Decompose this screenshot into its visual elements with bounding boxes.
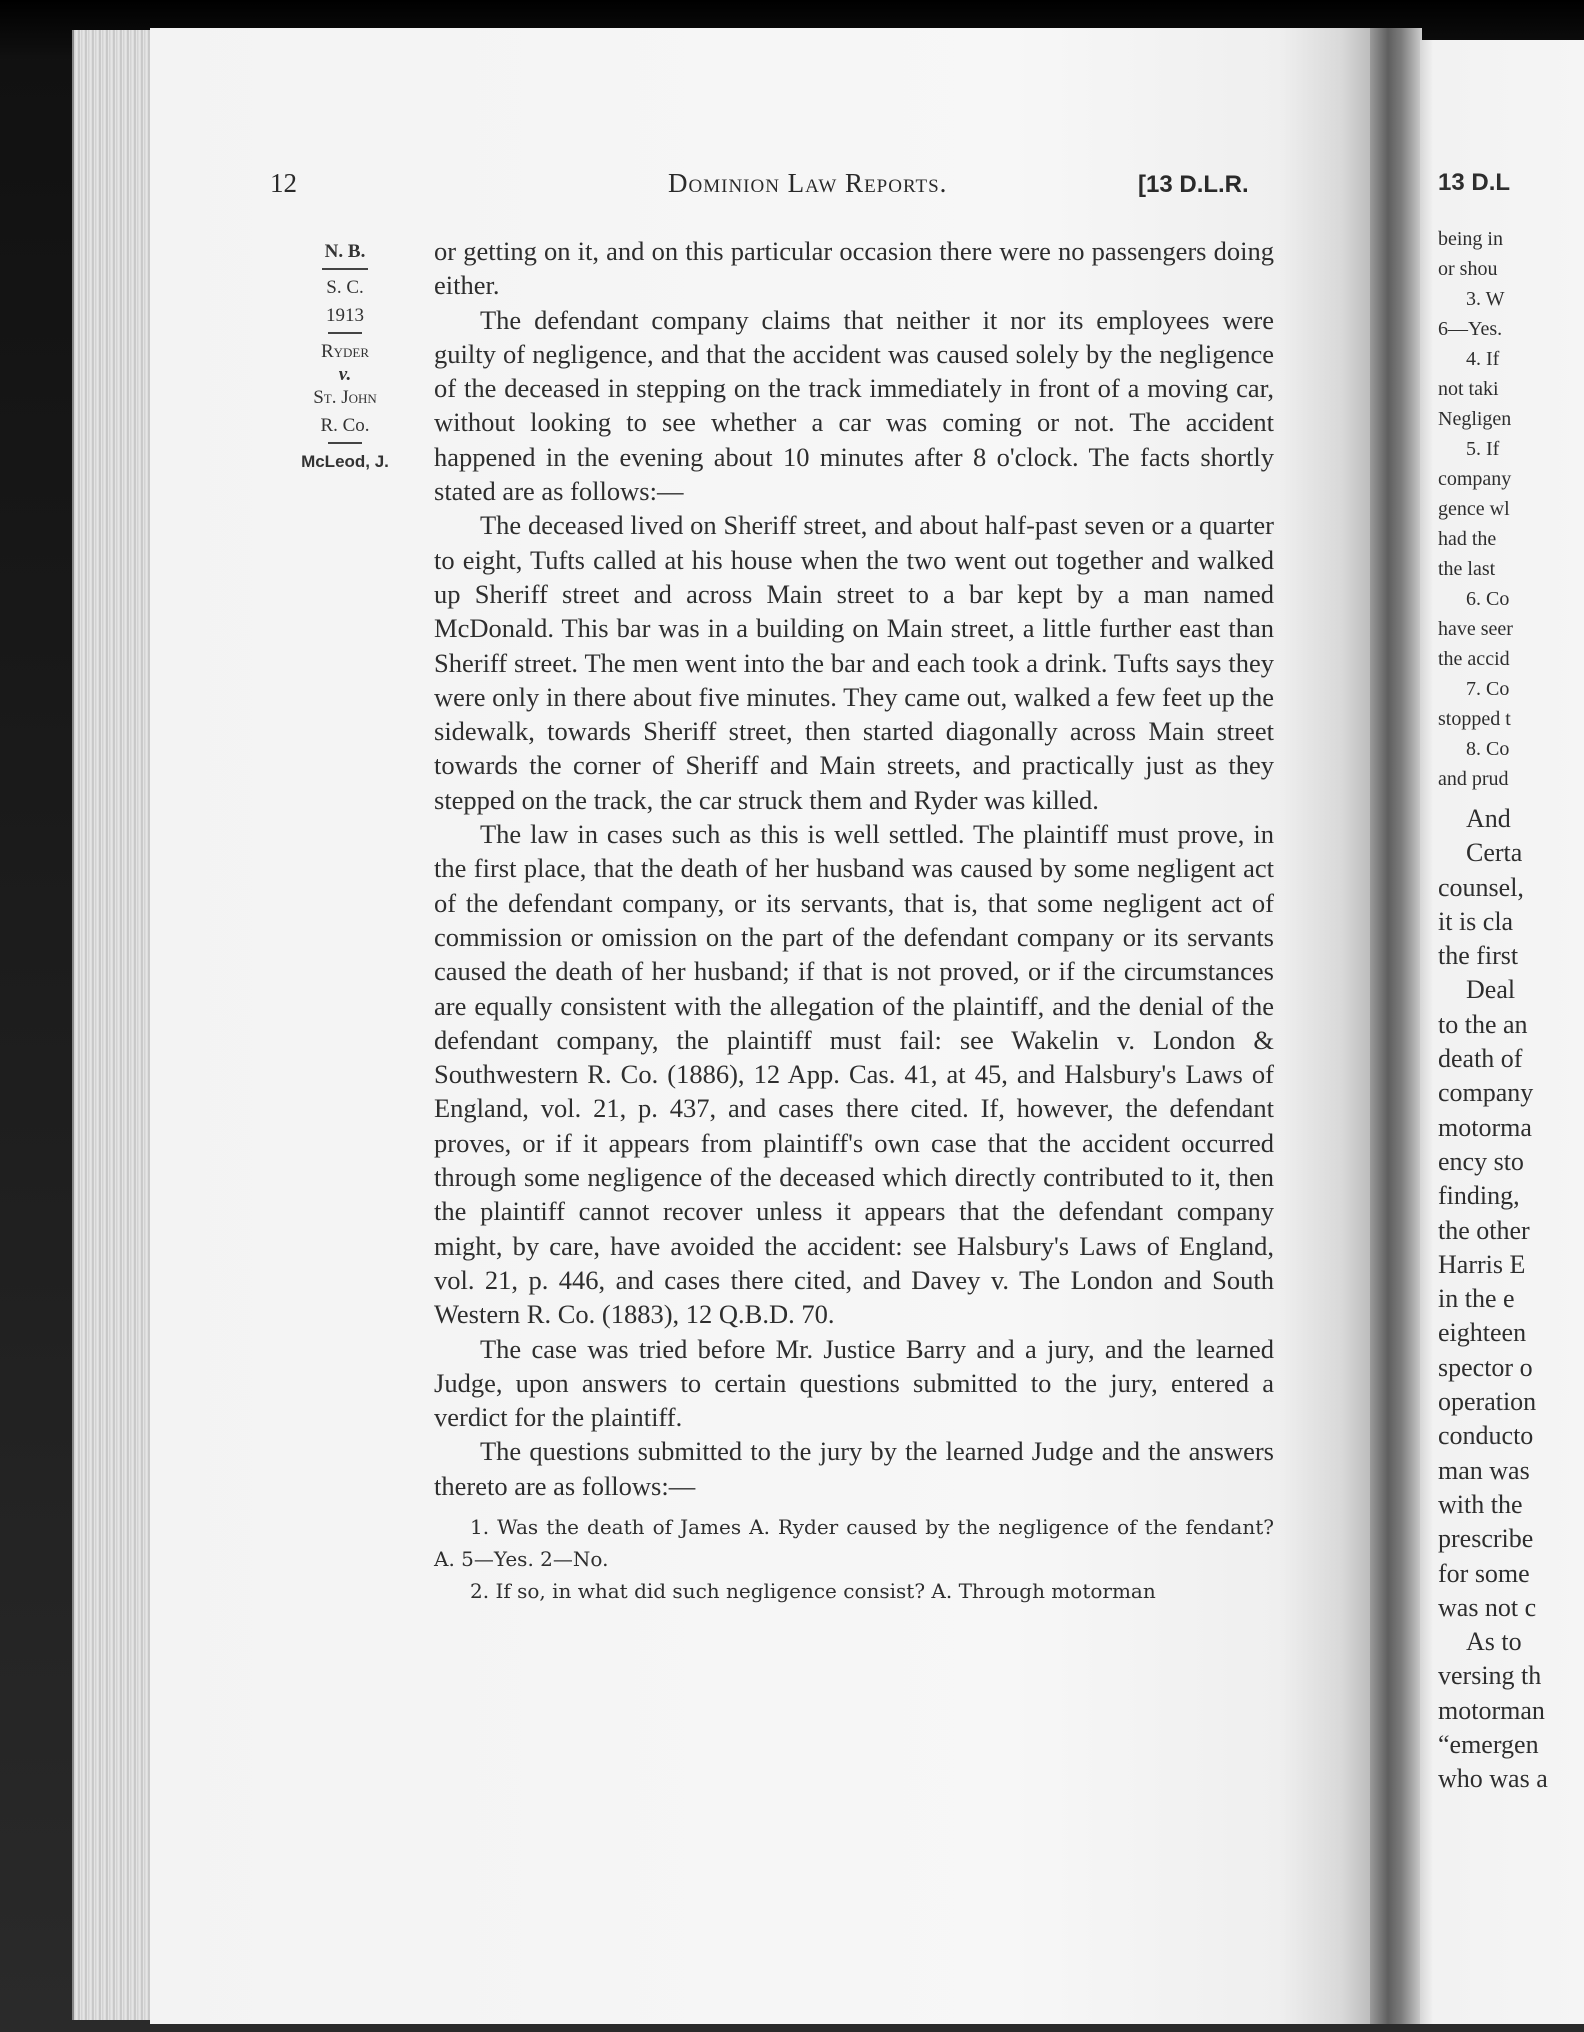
facing-line: Deal — [1466, 975, 1516, 1005]
facing-line: counsel, — [1438, 872, 1524, 902]
facing-line: ency sto — [1438, 1146, 1524, 1176]
margin-judge: McLeod, J. — [301, 452, 389, 471]
paragraph: The deceased lived on Sheriff street, and about half-past seven or a quarter to eight, Tufts called at his house when the two went out together and walked up Sheriff street and across Main street to a bar kept by a man named McDonald. This bar was in a building on Main street, a little further east than Sheriff street. The men went into the bar and each took a drink. Tufts says they were only in there about five minutes. They came out, walked a few feet up the sidewalk, towards Sheriff street, then started diagonally across Main street towards the corner of Sheriff and Main streets, and practically just as they stepped on the track, the car struck them and Ryder was killed. — [434, 510, 1274, 815]
running-title: Dominion Law Reports. — [668, 168, 948, 198]
facing-line: gence wl — [1438, 498, 1510, 520]
facing-line: who was a — [1438, 1764, 1548, 1794]
facing-line: man was — [1438, 1455, 1530, 1485]
margin-case-versus: v. — [338, 364, 352, 385]
facing-line: Harris E — [1438, 1249, 1526, 1279]
facing-line: not taki — [1438, 378, 1499, 400]
facing-line: it is cla — [1438, 906, 1514, 936]
paragraph: or getting on it, and on this particular occasion there were no passengers doing either. — [434, 236, 1274, 301]
facing-line: the accid — [1438, 648, 1510, 670]
facing-line: prescribe — [1438, 1524, 1534, 1554]
facing-page — [1420, 40, 1584, 2024]
facing-line: As to — [1466, 1627, 1522, 1657]
margin-divider — [328, 332, 362, 334]
margin-divider — [322, 268, 368, 270]
facing-line: conducto — [1438, 1421, 1534, 1451]
facing-line: or shou — [1438, 258, 1498, 280]
facing-line: motorman — [1438, 1695, 1545, 1725]
facing-line: for some — [1438, 1558, 1530, 1588]
page-number: 12 — [270, 168, 297, 198]
margin-court: S. C. — [326, 277, 364, 298]
margin-province: N. B. — [324, 241, 366, 262]
facing-line: Negligen — [1438, 408, 1512, 430]
facing-line: 3. W — [1466, 288, 1505, 310]
facing-line: “emergen — [1438, 1730, 1539, 1760]
facing-line: operation — [1438, 1387, 1537, 1417]
margin-notes — [285, 238, 405, 476]
facing-line: stopped t — [1438, 708, 1511, 730]
facing-line: eighteen — [1438, 1318, 1527, 1348]
facing-line: company — [1438, 1078, 1534, 1108]
facing-line: And — [1466, 804, 1511, 833]
facing-line: was not c — [1438, 1592, 1537, 1622]
facing-line: 5. If — [1466, 438, 1500, 460]
facing-line: the first — [1438, 941, 1519, 971]
margin-year: 1913 — [326, 305, 364, 326]
paragraph: The defendant company claims that neither it nor its employees were guilty of negligence, and that the accident was caused solely by the negligence of the deceased in stepping on the track immediately in front of a moving car, without looking to see whether a car was coming or not. The accident happened in the evening about 10 minutes after 8 o'clock. The facts shortly stated are as follows:— — [434, 304, 1274, 507]
facing-line: company — [1438, 468, 1512, 490]
facing-line: had the — [1438, 528, 1497, 550]
paragraph: The case was tried before Mr. Justice Barry and a jury, and the learned Judge, upon answers to certain questions submitted to the jury, entered a verdict for the plaintiff. — [434, 1333, 1274, 1433]
facing-line: Certa — [1466, 838, 1523, 868]
jury-question: 1. Was the death of James A. Ryder caused by the negligence of the fendant? A. 5—Yes. 2—No. — [434, 1514, 1274, 1571]
facing-line: 6. Co — [1466, 588, 1510, 610]
paragraph: The questions submitted to the jury by the learned Judge and the answers thereto are as follows:— — [434, 1436, 1274, 1501]
jury-question: 2. If so, in what did such negligence consist? A. Through motorman — [470, 1578, 1156, 1603]
facing-line: being in — [1438, 228, 1503, 250]
facing-line: versing th — [1438, 1661, 1542, 1691]
facing-line: in the e — [1438, 1284, 1515, 1314]
facing-line: death of — [1438, 1044, 1523, 1074]
facing-line: the other — [1438, 1215, 1530, 1245]
paragraph: The law in cases such as this is well settled. The plaintiff must prove, in the first place, that the death of her husband was caused by some negligent act of the defendant company, or its servants, that is, that some negligent act of commission or omission on the part of the defendant company or its servants caused the death of her husband; if that is not proved, or if the circumstances are equally consistent with the allegation of the plaintiff, and the denial of the defendant company, the plaintiff must fail: see Wakelin v. London & Southwestern R. Co. (1886), 12 App. Cas. 41, at 45, and Halsbury's Laws of England, vol. 21, p. 437, and cases there cited. If, however, the defendant proves, or if it appears from plaintiff's own case that the accident occurred through some negligence of the deceased which directly contributed to it, then the plaintiff cannot recover unless it appears that the defendant company might, by care, have avoided the accident: see Halsbury's Laws of England, vol. 21, p. 446, and cases there cited, and Davey v. The London and South Western R. Co. (1883), 12 Q.B.D. 70. — [434, 819, 1274, 1330]
volume-reference: [13 D.L.R. — [1138, 171, 1249, 198]
margin-case-party2: St. John — [313, 387, 377, 408]
facing-line: the last — [1438, 558, 1496, 580]
margin-case-party1: Ryder — [320, 341, 370, 362]
facing-page-header: 13 D.L — [1438, 169, 1511, 196]
facing-line: 6—Yes. — [1438, 318, 1503, 340]
facing-line: to the an — [1438, 1009, 1528, 1039]
facing-line: finding, — [1438, 1181, 1520, 1211]
facing-line: 8. Co — [1466, 738, 1510, 760]
margin-case-party2-cont: R. Co. — [320, 415, 370, 436]
facing-page-column — [1438, 168, 1584, 1797]
facing-line: spector o — [1438, 1352, 1533, 1382]
margin-divider — [328, 442, 362, 444]
facing-line: with the — [1438, 1489, 1523, 1519]
facing-line: 4. If — [1466, 348, 1500, 370]
facing-line: have seer — [1438, 618, 1513, 640]
facing-line: 7. Co — [1466, 678, 1510, 700]
facing-line: and prud — [1438, 768, 1509, 790]
book-gutter — [1370, 28, 1422, 2024]
facing-line: motorma — [1438, 1112, 1532, 1142]
main-text — [434, 234, 1274, 1607]
